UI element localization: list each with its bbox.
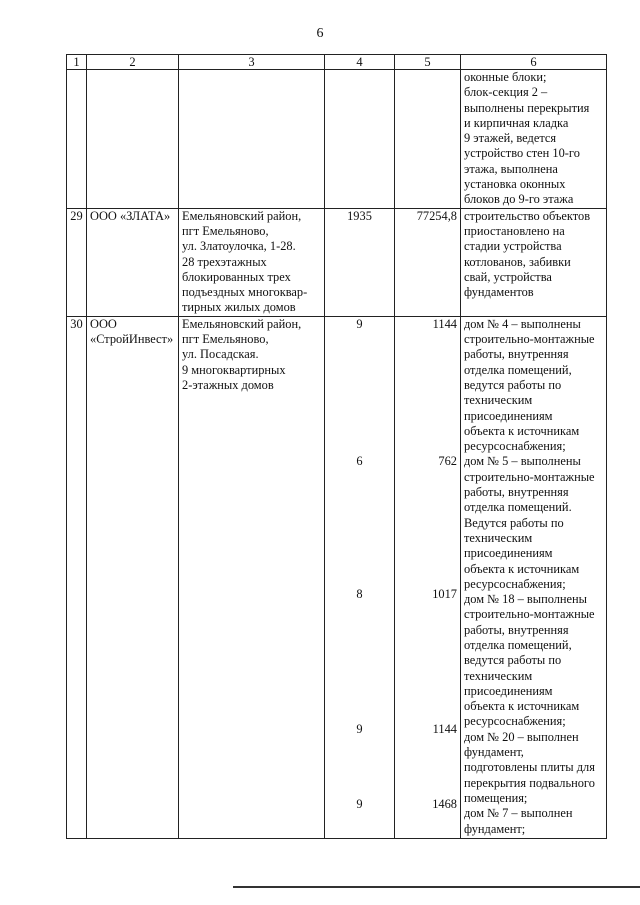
status-line: техническим	[464, 393, 533, 408]
status-line: котлованов, забивки	[464, 254, 571, 269]
organization-name: ООО	[90, 316, 117, 331]
status-line: блок-секция 2 –	[464, 85, 548, 100]
col5-value: 1017	[432, 586, 457, 601]
status-line: дом № 4 – выполнены	[464, 316, 581, 331]
status-line: свай, устройства	[464, 269, 552, 284]
table-row-30	[67, 316, 607, 838]
status-line: присоединениям	[464, 546, 553, 561]
status-line: перекрытия подвального	[464, 775, 595, 790]
col5-value: 1144	[432, 721, 457, 736]
address-line: ул. Златоулочка, 1-28.	[182, 239, 296, 254]
status-line: объекта к источникам	[464, 423, 580, 438]
status-line: блоков до 9-го этажа	[464, 192, 574, 207]
status-line: строительно-монтажные	[464, 607, 595, 622]
status-line: дом № 5 – выполнены	[464, 454, 581, 469]
status-line: фундаментов	[464, 285, 534, 300]
organization-cell	[87, 316, 179, 838]
col4-value: 9	[356, 796, 363, 811]
status-line: ведутся работы по	[464, 377, 562, 392]
status-line: объекта к источникам	[464, 699, 580, 714]
status-line: подготовлены плиты для	[464, 760, 595, 775]
status-entry-house-7	[464, 806, 603, 837]
bottom-divider-line	[233, 886, 640, 888]
header-col-3: 3	[179, 55, 325, 70]
status-line: строительство объектов	[464, 208, 591, 223]
col4-value: 6	[356, 453, 363, 468]
organization-name: ООО «ЗЛАТА»	[90, 208, 171, 223]
row-number: 30	[67, 316, 87, 838]
col4-cell	[325, 316, 395, 838]
row-number: 29	[67, 208, 87, 316]
status-line: ресурсоснабжения;	[464, 576, 566, 591]
address-line: блокированных трех	[182, 269, 291, 284]
status-entry-house-18	[464, 592, 603, 730]
address-line: Емельяновский район,	[182, 208, 302, 223]
status-line: оконные блоки;	[464, 70, 547, 84]
status-line: выполнены перекрытия	[464, 100, 590, 115]
status-line: отделка помещений,	[464, 362, 572, 377]
address-line: пгт Емельяново,	[182, 223, 269, 238]
status-entry-house-5	[464, 454, 603, 592]
status-line: установка оконных	[464, 177, 566, 192]
col4-value: 8	[356, 586, 363, 601]
address-line: 9 многоквартирных	[182, 362, 286, 377]
organization-cell	[87, 208, 179, 316]
objects-table	[66, 54, 607, 839]
status-line: отделка помещений,	[464, 637, 572, 652]
status-line: объекта к источникам	[464, 561, 580, 576]
col5-value: 1144	[432, 316, 457, 331]
status-line: работы, внутренняя	[464, 485, 569, 500]
status-line: техническим	[464, 668, 533, 683]
cont-cell-2	[87, 70, 179, 209]
status-line: и кирпичная кладка	[464, 115, 569, 130]
status-line: Ведутся работы по	[464, 515, 564, 530]
status-line: дом № 7 – выполнен	[464, 806, 573, 821]
status-line: дом № 18 – выполнены	[464, 592, 588, 607]
header-col-2: 2	[87, 55, 179, 70]
cont-cell-4	[325, 70, 395, 209]
address-line: 2-этажных домов	[182, 377, 274, 392]
col5-value: 762	[438, 453, 457, 468]
address-cell	[179, 316, 325, 838]
cont-cell-1	[67, 70, 87, 209]
col4-value: 9	[356, 316, 363, 331]
col4-value: 9	[356, 721, 363, 736]
status-line: присоединениям	[464, 408, 553, 423]
status-line: помещения;	[464, 790, 528, 805]
address-line: Емельяновский район,	[182, 316, 302, 331]
status-line: строительно-монтажные	[464, 332, 595, 347]
col5-value: 77254,8	[395, 208, 461, 316]
status-line: строительно-монтажные	[464, 469, 595, 484]
table-row-continuation	[67, 70, 607, 209]
status-line: ресурсоснабжения;	[464, 439, 566, 454]
cont-status-cell	[461, 70, 607, 209]
status-line: стадии устройства	[464, 239, 562, 254]
status-line: этажа, выполнена	[464, 161, 558, 176]
header-col-4: 4	[325, 55, 395, 70]
status-line: дом № 20 – выполнен	[464, 729, 579, 744]
status-line: присоединениям	[464, 683, 553, 698]
status-line: работы, внутренняя	[464, 622, 569, 637]
address-line: тирных жилых домов	[182, 300, 296, 315]
status-line: 9 этажей, ведется	[464, 131, 557, 146]
col5-cell	[395, 316, 461, 838]
header-col-5: 5	[395, 55, 461, 70]
address-line: пгт Емельяново,	[182, 332, 269, 347]
status-line: фундамент,	[464, 745, 524, 760]
status-line: приостановлено на	[464, 223, 565, 238]
status-line: устройство стен 10-го	[464, 146, 580, 161]
address-cell	[179, 208, 325, 316]
status-line: отделка помещений.	[464, 500, 572, 515]
status-line: фундамент;	[464, 821, 526, 836]
status-entry-house-4	[464, 317, 603, 455]
header-col-6: 6	[461, 55, 607, 70]
status-line: ресурсоснабжения;	[464, 714, 566, 729]
status-entry-house-20	[464, 730, 603, 806]
table-row-29	[67, 208, 607, 316]
address-line: 28 трехэтажных	[182, 254, 267, 269]
cont-cell-3	[179, 70, 325, 209]
table-header-row	[67, 55, 607, 70]
status-line: техническим	[464, 530, 533, 545]
col5-value: 1468	[432, 796, 457, 811]
status-cell	[461, 316, 607, 838]
address-line: подъездных многоквар-	[182, 285, 308, 300]
cont-cell-5	[395, 70, 461, 209]
status-cell	[461, 208, 607, 316]
organization-name: «СтройИнвест»	[90, 332, 174, 347]
status-line: работы, внутренняя	[464, 347, 569, 362]
page-number: 6	[316, 26, 324, 41]
header-col-1: 1	[67, 55, 87, 70]
address-line: ул. Посадская.	[182, 347, 259, 362]
status-line: ведутся работы по	[464, 653, 562, 668]
col4-value: 1935	[325, 208, 395, 316]
